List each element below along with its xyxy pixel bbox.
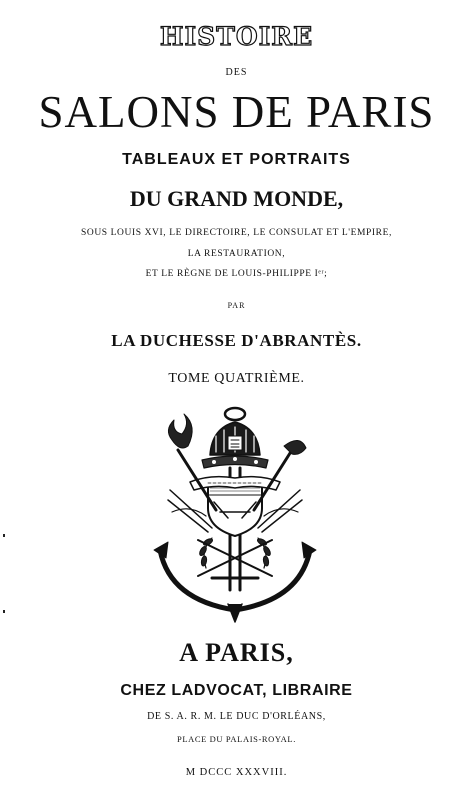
title-salons-de-paris: SALONS DE PARIS — [38, 87, 435, 137]
imprint-city: A PARIS, — [179, 638, 294, 667]
publisher-title: DE S. A. R. M. LE DUC D'ORLÉANS, — [147, 711, 326, 722]
title-des: DES — [225, 67, 248, 78]
publisher-name: CHEZ LADVOCAT, LIBRAIRE — [120, 682, 353, 699]
author-name: LA DUCHESSE D'ABRANTÈS. — [111, 331, 362, 350]
publication-year: M DCCC XXXVIII. — [185, 767, 288, 778]
title-histoire: HISTOIRE — [159, 22, 314, 51]
subtitle-tableaux: TABLEAUX ET PORTRAITS — [122, 151, 351, 168]
publisher-address: PLACE DU PALAIS-ROYAL. — [177, 734, 296, 744]
period-line-1: SOUS LOUIS XVI, LE DIRECTOIRE, LE CONSULAT ET L'EMPIRE, — [80, 228, 392, 238]
volume-label: TOME QUATRIÈME. — [168, 371, 305, 386]
margin-speck — [3, 610, 5, 613]
subtitle-grand-monde: DU GRAND MONDE, — [129, 186, 344, 211]
by-label: PAR — [227, 301, 246, 310]
anchor-coat-of-arms-icon — [150, 400, 320, 625]
margin-speck — [3, 534, 5, 537]
period-line-3: ET LE RÈGNE DE LOUIS-PHILIPPE Iᵉʳ; — [145, 269, 328, 279]
period-line-2: LA RESTAURATION, — [187, 249, 286, 259]
